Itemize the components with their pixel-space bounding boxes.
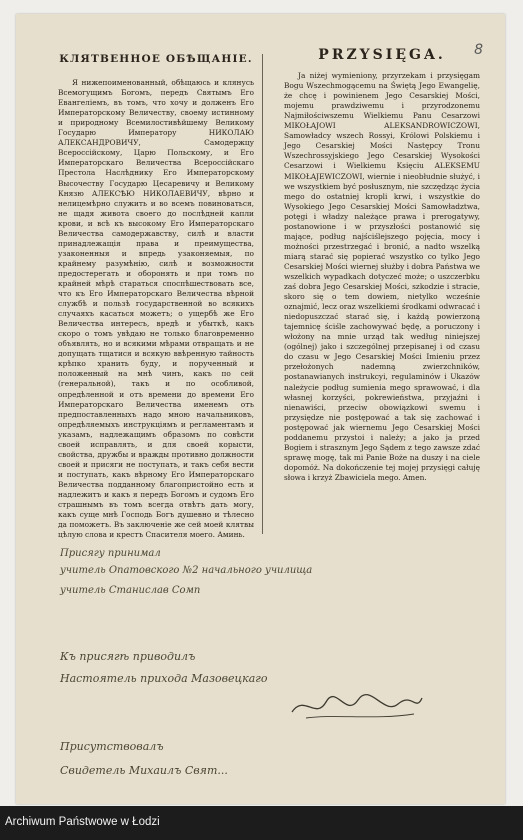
handwritten-line-4: Къ присягѣ приводилъ [60,650,196,663]
russian-oath-column [58,48,254,540]
handwritten-line-3: учитель Станислав Сомп [60,585,201,596]
russian-oath-title: КЛЯТВЕННОЕ ОБѢЩАНІЕ. [59,53,253,65]
handwritten-line-2: учитель Опатовского №2 начального училища [60,565,313,576]
archive-footer [0,806,523,840]
handwritten-line-7: Свидетель Михаилъ Свят... [60,764,228,777]
column-divider [262,54,263,534]
handwritten-line-1: Присягу принимал [60,548,161,559]
page-number: 8 [474,42,483,58]
handwritten-line-5: Настоятель прихода Мазовецкаго [60,672,268,685]
archive-footer-label: Archiwum Państwowe w Łodzi [5,816,160,828]
polish-oath-text: Ja niżej wymieniony, przyrzekam i przysięgam Bogu Wszechmogącemu na Świętą Jego Ewangelię, że chcę i powinienem Jego Cesarskiej Mości, mojemu prawdziwemu i przyrodzonemu Najmiłościwszemu Wielkiemu Panu Cesarzowi MIKOŁAJOWI ALEKSANDROWICZOWI, Samowładcy wszech Rossyi, Królowi Polskiemu i Jego Cesarskiej Mości Następcy Tronu Wszechrossyjskiego Jego Cesarskiej Wysokości Cesarzowi i Wielkiemu Księciu ALEKSEMU MIKOŁAJEWICZOWI, wiernie i nieobłudnie służyć, i we wszystkiem być posłusznym, nie szczędząc życia mego do ostatniej kropli krwi, i wszystkie do Wysokiego Jego Cesarskiej Mości Samowładztwa, potęgi i władzy należące prawa i prerogatywy, postanowione i w przyszłości postanowić się mające, podług najściślejszego pojęcia, mocy i możności przestrzegać i bronić, a nadto wszelką miarą starać się popierać wszystko co tylko Jego Cesarskiej Mości wiernej służby i dobra Państwa we wszelkich wypadkach dotyczeć może; o uszczerbku zaś dobra Jego Cesarskiej Mości, szkodzie i stracie, skoro się o tem dowiem, nietylko wcześnie oznajmić, lecz oraz wszelkiemi środkami odwracać i niedopuszczać starać się, i każdą powierzoną tajemnicę ściśle zachowywać będę, a poruczony i włożony na mnie urząd tak według niniejszej (ogólnej) jako i szczególnej przepisanej i od czasu do czasu w Jego Cesarskiej Mości Imieniu przez przełożonych nademną zwierzchników, postanawianych instrukcyi, regulaminów i Ukazów należycie podług sumienia mego sprawować, i dla własnej korzyści, pokrewieństwa, przyjaźni i nienawiści, przeciw obowiązkowi swemu i przysiędze nie postępować a tak się zachować i postępować jak wiernemu Jego Cesarskiej Mości poddanemu przystoi i należy; a jako ja przed Bogiem i strasznym Jego Sądem z tego zawsze zdać sprawę mogę, tak mi Panie Boże na duszy i na ciele dopomóż. Na dokończenie tej mojej przysięgi całuję słowa i krzyż Zbawiciela mego. Amen. [284,71,480,482]
handwritten-line-6: Присутствовалъ [60,740,164,753]
polish-oath-title: PRZYSIĘGA. [318,47,446,63]
polish-oath-column [284,48,480,483]
russian-oath-text: Я нижепоименованный, обѣщаюсь и клянусь Всемогущимъ Богомъ, передъ Святымъ Его Евангеліемъ, въ томъ, что хочу и долженъ Его Императорскому Величеству, своему истинному и природному Всемилостивѣйшему Великому Государю Императору НИКОЛАЮ АЛЕКСАНДРОВИЧУ, Самодержцу Всероссійскому, Царю Польскому, и Его Императорскаго Величества Всероссійскаго Престола Наслѣднику Его Императорскому Высочеству Государю Цесаревичу и Великому Князю АЛЕКСѢЮ НИКОЛАЕВИЧУ, вѣрно и нелицемѣрно служить и во всемъ повиноваться, не щадя живота своего до послѣдней капли крови, и всѣ къ высокому Его Императорскаго Величества самодержавству, силѣ и власти принадлежащія права и преимущества, узаконенныя и впредь узаконяемыя, по крайнему разумѣнію, силѣ и возможности предостерегать и оборонять и при томъ по крайней мѣрѣ стараться споспѣшествовать все, что къ Его Императорскаго Величества вѣрной службѣ и пользѣ государственной во всякихъ случаяхъ касаться можетъ; о ущербѣ же Его Величества интересъ, вредѣ и убыткѣ, какъ скоро о томъ увѣдаю не только благовременно объявлять, но и всякими мѣрами отвращать и не допущать тщатися и всякую ввѣренную тайность крѣпко хранить буду, и порученный и положенный на мнѣ чинъ, какъ по сей (генеральной), такъ и по особливой, опредѣленной и отъ времени до времени Его Императорскаго Величества именемъ отъ предпоставленныхъ надо мною начальниковъ, опредѣляемыхъ инструкціямъ и регламентамъ и указамъ, надлежащимъ образомъ по совѣсти своей исправлять, и для своей корысти, свойства, дружбы и вражды противно должности своей и присяги не поступать, и такъ себя вести и поступать, какъ вѣрному Его Императорскаго Величества подданному благопристойно есть и надлежитъ и какъ я передъ Богомъ и судомъ Его страшнымъ въ томъ всегда отвѣтъ дать могу, какъ суще мнѣ Господь Богъ душевно и тѣлесно да поможетъ. Въ заключеніе же сей моей клятвы цѣлую слова и крестъ Спасителя моего. Аминь. [58,78,254,540]
priest-signature [286,690,426,724]
